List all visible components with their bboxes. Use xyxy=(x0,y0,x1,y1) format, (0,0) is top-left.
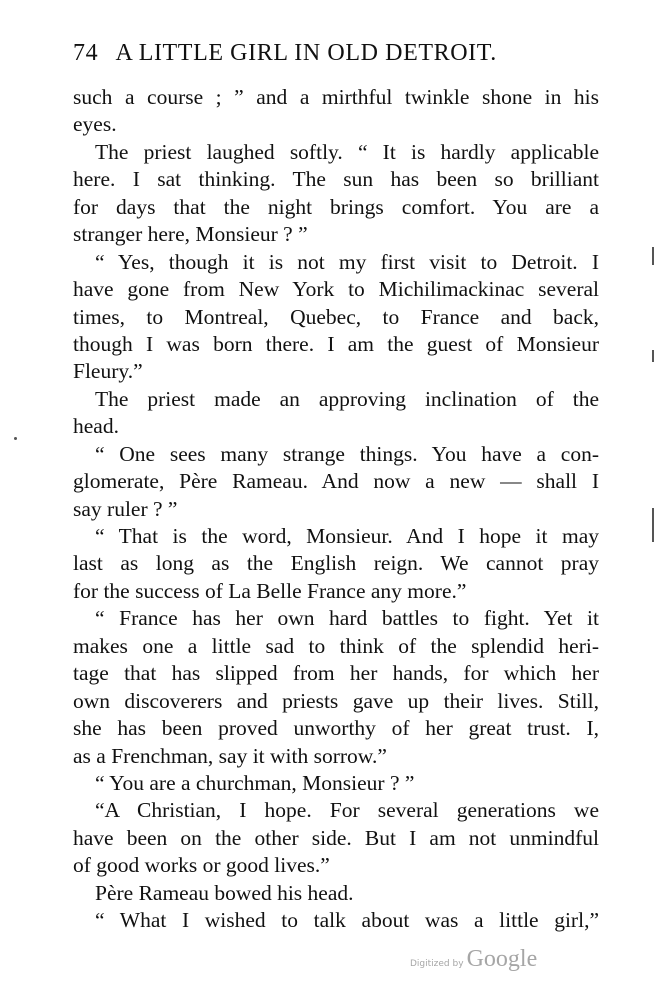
margin-mark xyxy=(652,508,654,542)
text-line: The priest made an approving inclination of the xyxy=(95,386,599,411)
text-line: makes one a little sad to think of the splendid heri- xyxy=(73,633,599,658)
text-line: head. xyxy=(73,414,119,439)
body-text xyxy=(73,84,599,935)
text-line: Fleury.” xyxy=(73,359,143,384)
text-line: though I was born there. I am the guest of Monsieur xyxy=(73,331,599,356)
google-logo: Google xyxy=(466,946,538,972)
text-line: have been on the other side. But I am not unmindful xyxy=(73,825,599,850)
text-line: have gone from New York to Michilimackinac several xyxy=(73,277,599,302)
watermark-prefix: Digitized by xyxy=(410,959,464,969)
text-line: glomerate, Père Rameau. And now a new — shall I xyxy=(73,469,599,494)
margin-mark xyxy=(652,350,654,362)
text-line: “ France has her own hard battles to fight. Yet it xyxy=(95,606,599,631)
text-line: “ Yes, though it is not my first visit to Detroit. I xyxy=(95,249,599,274)
text-line: “ That is the word, Monsieur. And I hope it may xyxy=(95,524,599,548)
margin-dot xyxy=(14,437,17,440)
text-line: tage that has slipped from her hands, for which her xyxy=(73,661,599,686)
text-line: “ You are a churchman, Monsieur ? ” xyxy=(95,770,415,795)
text-line: “ One sees many strange things. You have a con- xyxy=(95,441,599,466)
text-line: “ What I wished to talk about was a little girl,” xyxy=(95,908,599,933)
text-line: for days that the night brings comfort. You are a xyxy=(73,194,599,219)
text-line: for the success of La Belle France any more.” xyxy=(73,578,467,603)
text-line: times, to Montreal, Quebec, to France and back, xyxy=(73,304,599,329)
text-line: as a Frenchman, say it with sorrow.” xyxy=(73,743,387,768)
text-line: “A Christian, I hope. For several generations we xyxy=(95,798,599,823)
text-line: eyes. xyxy=(73,112,117,137)
text-line: say ruler ? ” xyxy=(73,496,178,521)
digitized-watermark xyxy=(410,946,537,973)
margin-mark xyxy=(652,247,654,265)
text-line: of good works or good lives.” xyxy=(73,853,330,878)
running-header xyxy=(73,40,603,67)
text-line: Père Rameau bowed his head. xyxy=(95,880,354,905)
text-line: stranger here, Monsieur ? ” xyxy=(73,222,308,247)
page-number: 74 xyxy=(73,40,99,66)
text-line: such a course ; ” and a mirthful twinkle shone in his xyxy=(73,85,599,109)
text-line: here. I sat thinking. The sun has been so brilliant xyxy=(73,167,599,192)
text-line: she has been proved unworthy of her great trust. I, xyxy=(73,716,599,741)
running-title: A LITTLE GIRL IN OLD DETROIT. xyxy=(115,40,497,66)
text-line: The priest laughed softly. “ It is hardly applicable xyxy=(95,139,599,164)
text-line: last as long as the English reign. We cannot pray xyxy=(73,551,599,576)
text-line: own discoverers and priests gave up their lives. Still, xyxy=(73,688,599,713)
